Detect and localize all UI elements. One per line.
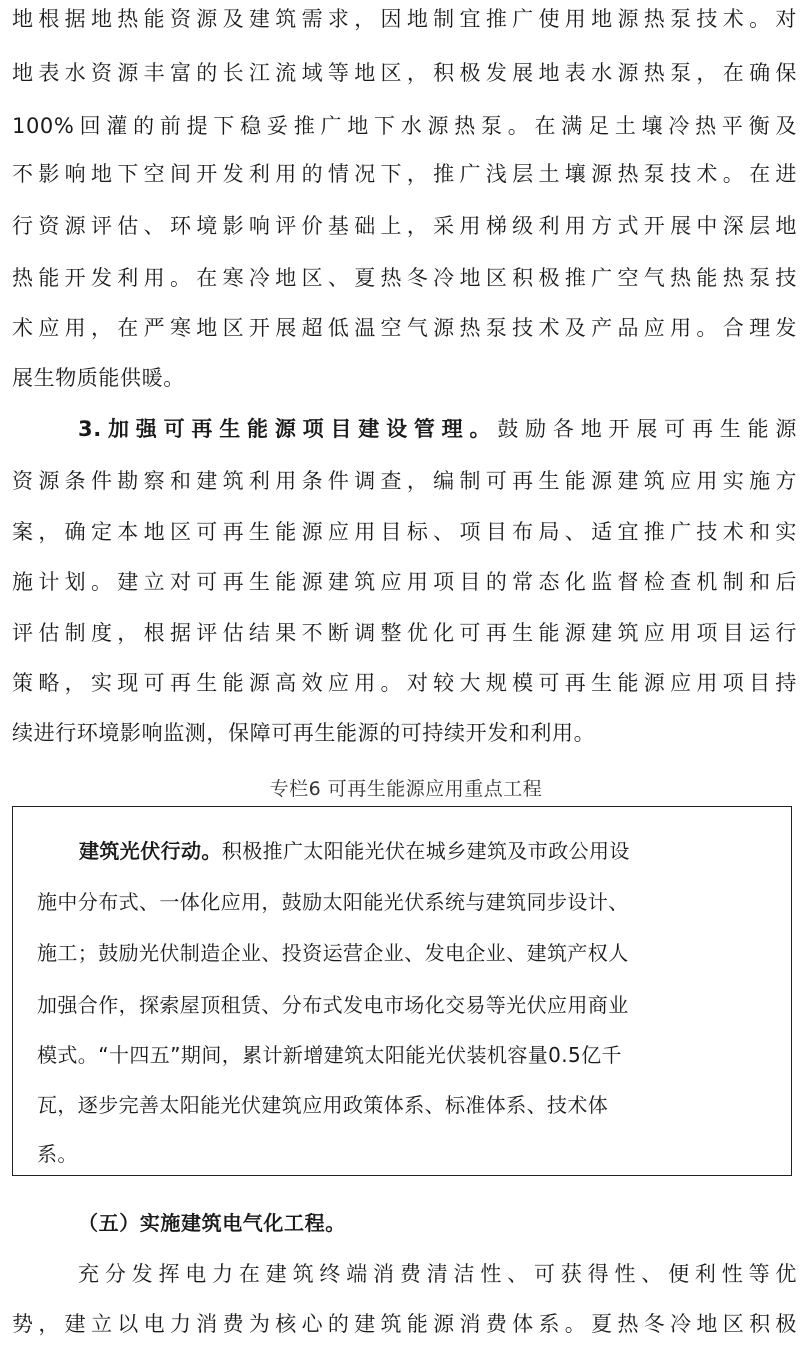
box-line: 系。 [37, 1142, 78, 1166]
box-line: 施中分布式、一体化应用，鼓励太阳能光伏系统与建筑同步设计、 [37, 890, 629, 914]
text-line: 施计划。建立对可再生能源建筑应用项目的常态化监督检查机制和后 [12, 570, 797, 594]
box-line [79, 841, 630, 861]
text-line: 续进行环境影响监测，保障可再生能源的可持续开发和利用。 [12, 721, 596, 745]
paragraph-text: 鼓励各地开展可再生能源 [497, 417, 797, 441]
section-heading: （五）实施建筑电气化工程。 [78, 1211, 346, 1235]
text-line: 展生物质能供暖。 [12, 366, 185, 390]
text-line: 热能开发利用。在寒冷地区、夏热冬冷地区积极推广空气热能热泵技 [12, 266, 797, 290]
box-caption: 专栏6 可再生能源应用重点工程 [269, 778, 543, 800]
text-line: 策略，实现可再生能源高效应用。对较大规模可再生能源应用项目持 [12, 671, 797, 695]
box-line: 施工；鼓励光伏制造企业、投资运营企业、发电企业、建筑产权人 [37, 941, 629, 965]
paragraph-heading: 3.加强可再生能源项目建设管理。 [78, 417, 498, 441]
text-line: 地表水资源丰富的长江流域等地区，积极发展地表水源热泵，在确保 [12, 61, 797, 85]
box-line: 模式。“十四五”期间，累计新增建筑太阳能光伏装机容量0.5亿千 [37, 1043, 622, 1067]
text-line: 行资源评估、环境影响评价基础上，采用梯级利用方式开展中深层地 [12, 214, 797, 238]
box-line: 瓦，逐步完善太阳能光伏建筑应用政策体系、标准体系、技术体 [37, 1093, 609, 1117]
text-line: 充分发挥电力在建筑终端消费清洁性、可获得性、便利性等优 [78, 1262, 797, 1286]
box-heading: 建筑光伏行动。 [79, 839, 222, 863]
feature-box [12, 806, 792, 1176]
box-text: 积极推广太阳能光伏在城乡建筑及市政公用设 [221, 839, 630, 863]
text-line: 地根据地热能资源及建筑需求，因地制宜推广使用地源热泵技术。对 [12, 7, 797, 31]
box-line: 加强合作，探索屋顶租赁、分布式发电市场化交易等光伏应用商业 [37, 993, 629, 1017]
text-line: 势，建立以电力消费为核心的建筑能源消费体系。夏热冬冷地区积极 [12, 1312, 797, 1336]
text-line: 资源条件勘察和建筑利用条件调查，编制可再生能源建筑应用实施方 [12, 469, 797, 493]
text-line: 评估制度，根据评估结果不断调整优化可再生能源建筑应用项目运行 [12, 621, 797, 645]
text-line: 案，确定本地区可再生能源应用目标、项目布局、适宜推广技术和实 [12, 520, 797, 544]
text-line: 术应用，在严寒地区开展超低温空气源热泵技术及产品应用。合理发 [12, 316, 797, 340]
text-line: 不影响地下空间开发利用的情况下，推广浅层土壤源热泵技术。在进 [12, 162, 797, 186]
text-line: 100%回灌的前提下稳妥推广地下水源热泵。在满足土壤冷热平衡及 [12, 114, 797, 138]
text-line [78, 419, 797, 440]
